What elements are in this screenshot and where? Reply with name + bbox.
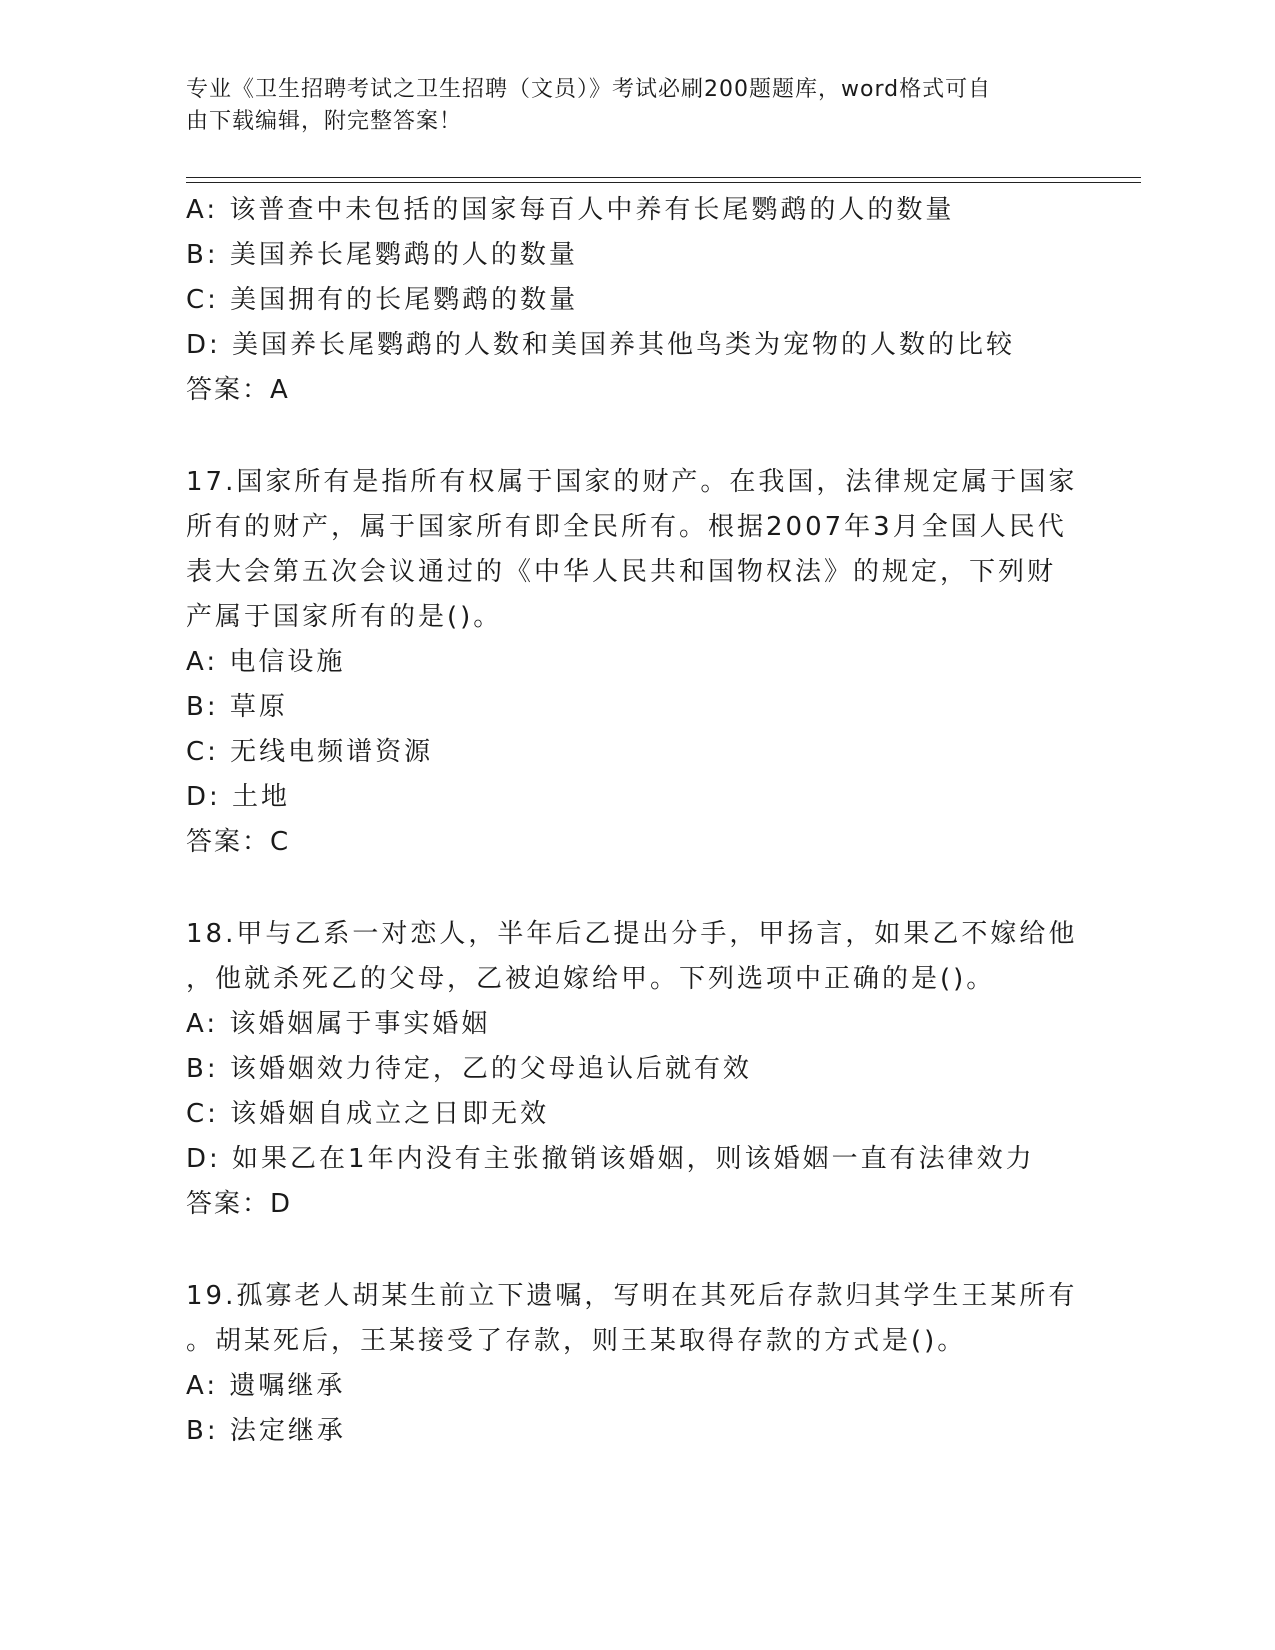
spacer [186, 1227, 1066, 1274]
option-a: A: 该普查中未包括的国家每百人中养有长尾鹦鹉的人的数量 [186, 195, 955, 225]
document-body [186, 188, 1078, 1454]
option-a: A: 该婚姻属于事实婚姻 [186, 1009, 491, 1039]
question-text-line: 17.国家所有是指所有权属于国家的财产。在我国，法律规定属于国家 [186, 467, 1078, 497]
option-d: D: 土地 [186, 782, 291, 812]
question-text-line: ，他就杀死乙的父母，乙被迫嫁给甲。下列选项中正确的是()。 [186, 964, 996, 994]
question-16-block [186, 188, 1066, 413]
option-a: A: 遗嘱继承 [186, 1371, 346, 1401]
option-c: C: 该婚姻自成立之日即无效 [186, 1099, 550, 1129]
spacer [186, 865, 1066, 912]
option-d: D: 如果乙在1年内没有主张撤销该婚姻，则该婚姻一直有法律效力 [186, 1144, 1035, 1174]
question-18-block [186, 912, 1078, 1227]
question-text-line: 所有的财产，属于国家所有即全民所有。根据2007年3月全国人民代 [186, 512, 1067, 542]
question-text-line: 表大会第五次会议通过的《中华人民共和国物权法》的规定，下列财 [186, 557, 1057, 587]
question-19-block [186, 1274, 1078, 1454]
document-header [186, 74, 1066, 138]
option-c: C: 美国拥有的长尾鹦鹉的数量 [186, 285, 579, 315]
option-b: B: 该婚姻效力待定，乙的父母追认后就有效 [186, 1054, 752, 1084]
header-line-2: 由下载编辑，附完整答案！ [186, 109, 463, 134]
option-a: A: 电信设施 [186, 647, 346, 677]
header-rule-bottom [186, 182, 1141, 183]
question-text-line: 。胡某死后，王某接受了存款，则王某取得存款的方式是()。 [186, 1326, 967, 1356]
option-b: B: 草原 [186, 692, 288, 722]
option-b: B: 法定继承 [186, 1416, 346, 1446]
answer-line: 答案：A [186, 375, 290, 405]
answer-line: 答案：C [186, 827, 291, 857]
question-17-block [186, 460, 1078, 865]
answer-line: 答案：D [186, 1189, 293, 1219]
header-line-1: 专业《卫生招聘考试之卫生招聘（文员）》考试必刷200题题库，word格式可自 [186, 77, 992, 102]
spacer [186, 413, 1066, 460]
option-d: D: 美国养长尾鹦鹉的人数和美国养其他鸟类为宠物的人数的比较 [186, 330, 1016, 360]
question-text-line: 19.孤寡老人胡某生前立下遗嘱，写明在其死后存款归其学生王某所有 [186, 1281, 1078, 1311]
option-c: C: 无线电频谱资源 [186, 737, 434, 767]
question-text-line: 产属于国家所有的是()。 [186, 602, 503, 632]
option-b: B: 美国养长尾鹦鹉的人的数量 [186, 240, 578, 270]
header-rule-top [186, 177, 1141, 178]
question-text-line: 18.甲与乙系一对恋人，半年后乙提出分手，甲扬言，如果乙不嫁给他 [186, 919, 1078, 949]
